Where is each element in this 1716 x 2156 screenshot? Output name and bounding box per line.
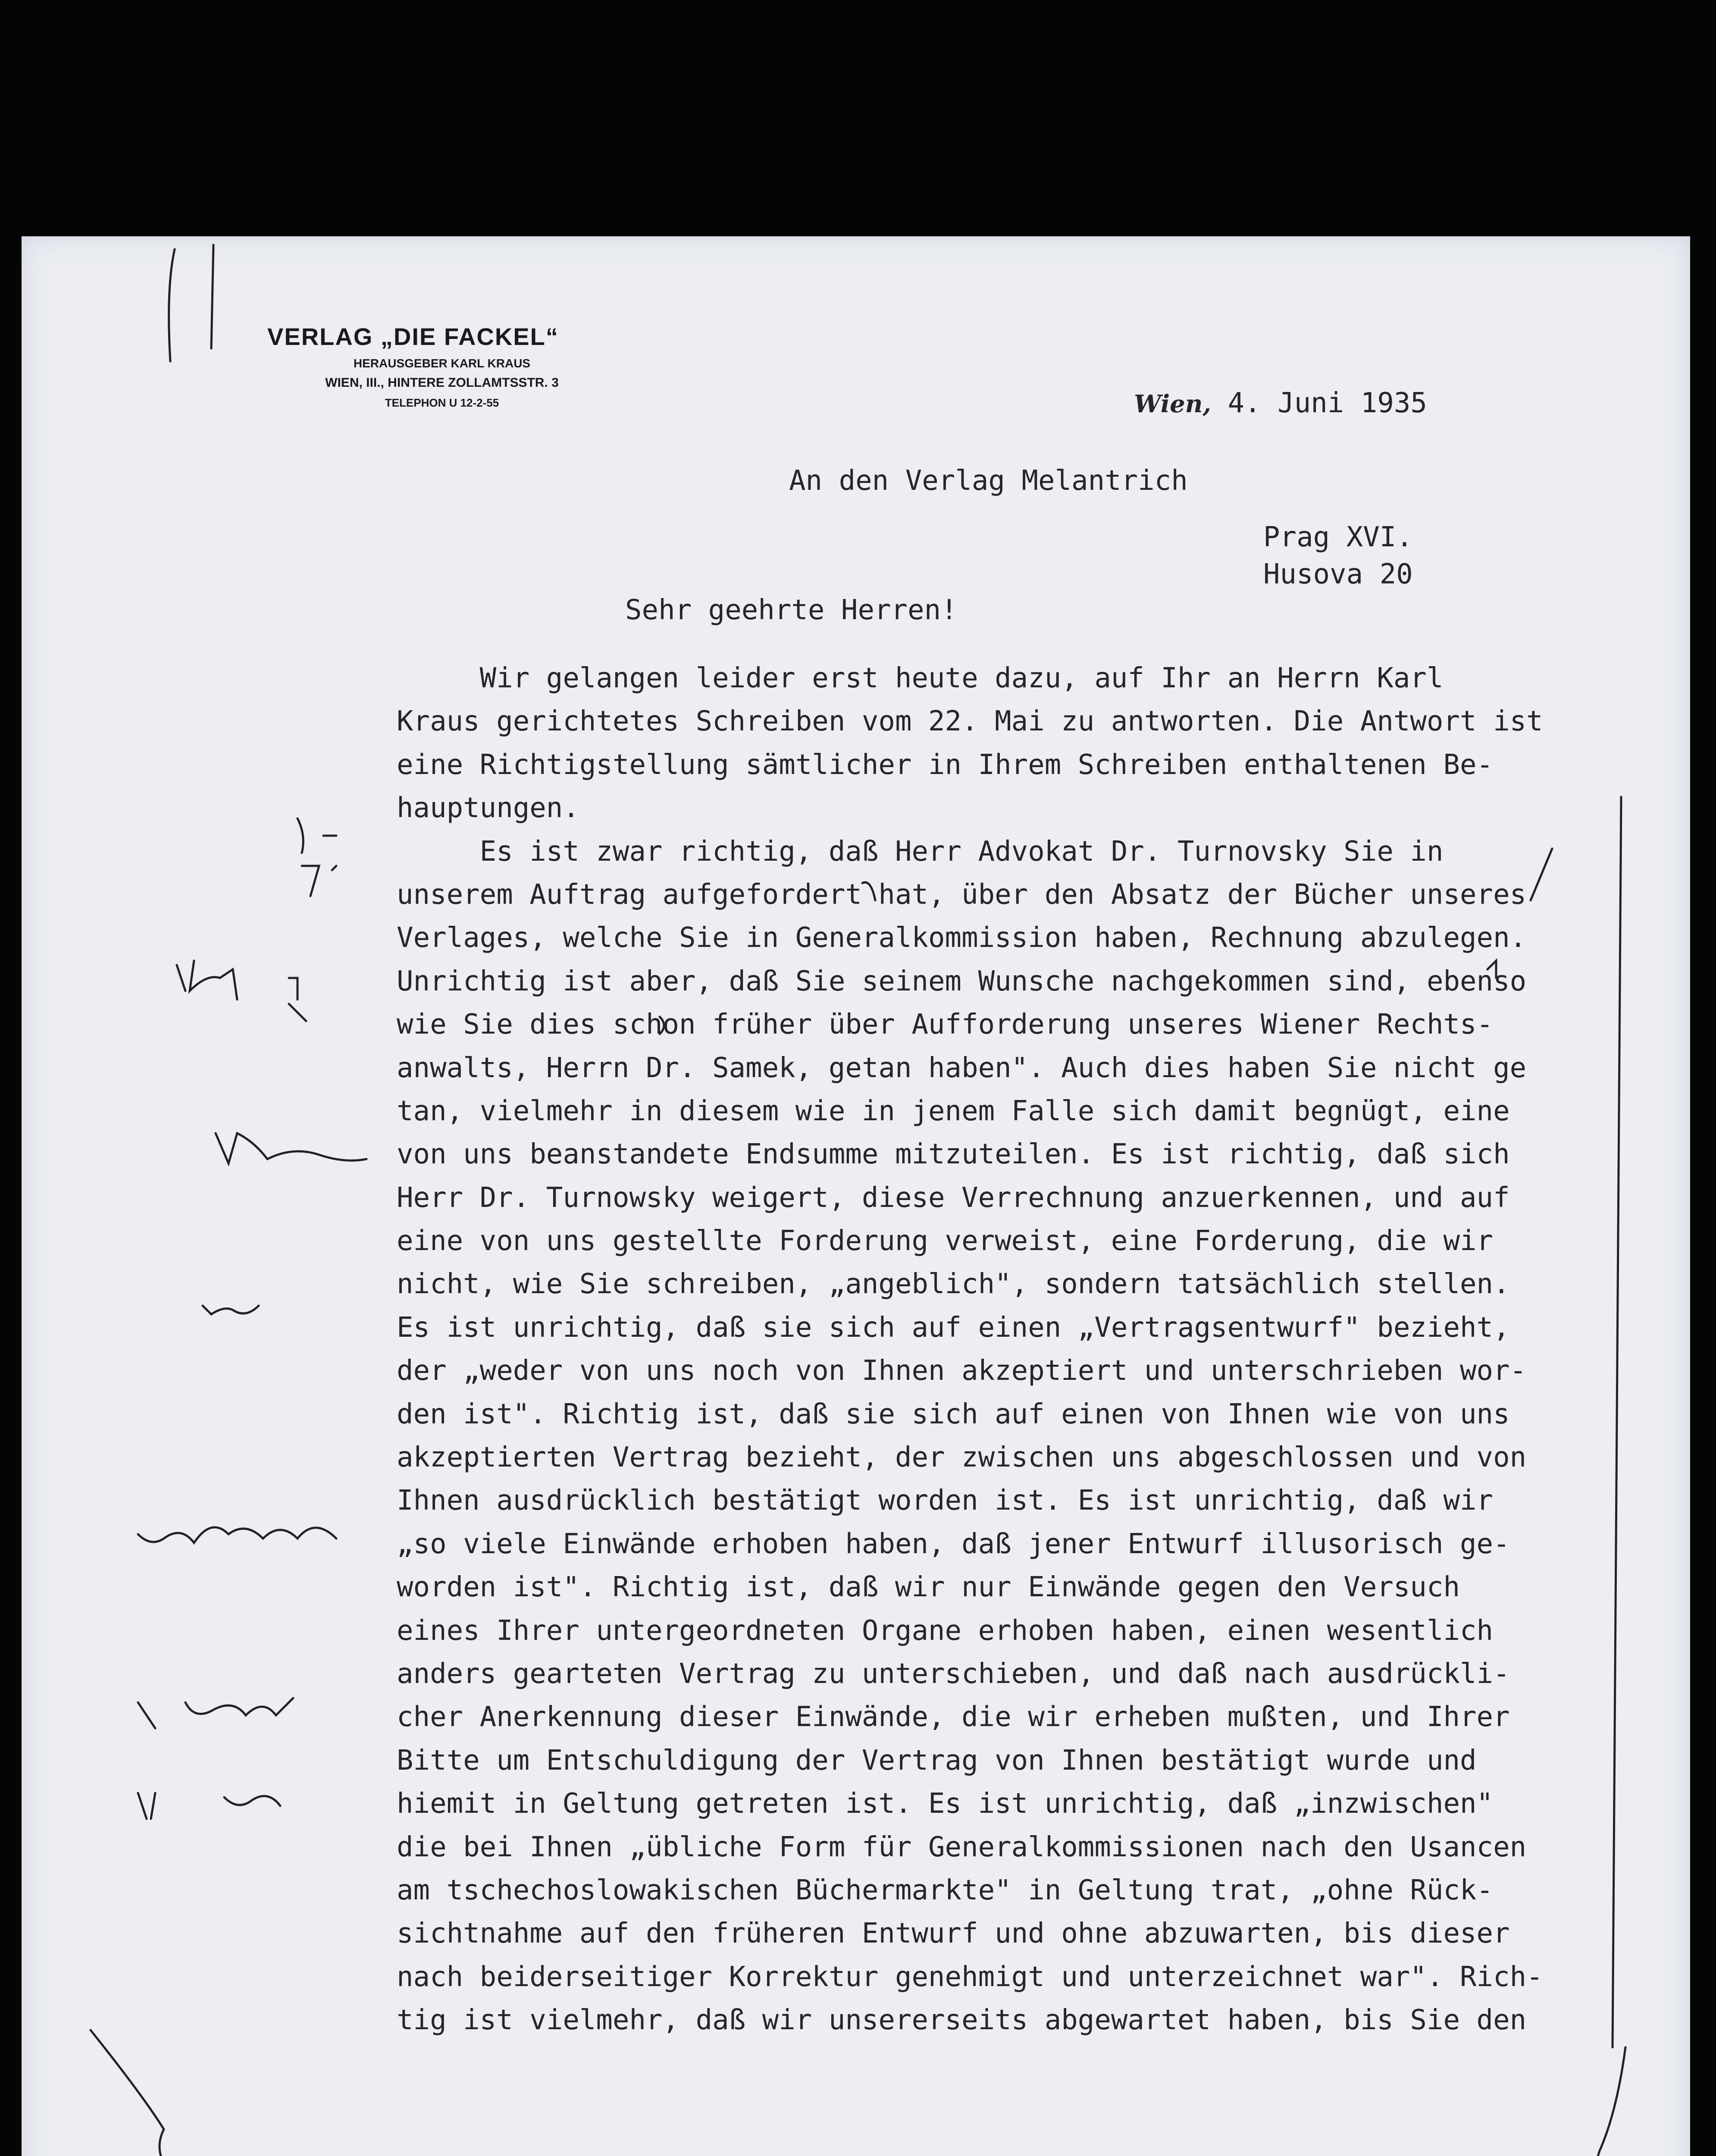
letter-date xyxy=(1134,387,1427,419)
body-line: Verlages, welche Sie in Generalkommission haben, Rechnung abzulegen. xyxy=(397,922,1527,954)
body-line: Kraus gerichtetes Schreiben vom 22. Mai zu antworten. Die Antwort ist xyxy=(397,705,1543,738)
body-line: anwalts, Herrn Dr. Samek, getan haben". Auch dies haben Sie nicht ge xyxy=(397,1052,1527,1084)
body-line: tan, vielmehr in diesem wie in jenem Falle sich damit begnügt, eine xyxy=(397,1095,1510,1127)
margin-note-6 xyxy=(203,1306,259,1314)
body-line: von uns beanstandete Endsumme mitzuteilen. Es ist richtig, daß sich xyxy=(397,1138,1510,1171)
margin-stroke-top xyxy=(169,249,175,361)
body-line: eine von uns gestellte Forderung verweist, eine Forderung, die wir xyxy=(397,1225,1494,1257)
body-line: cher Anerkennung dieser Einwände, die wir erheben mußten, und Ihrer xyxy=(397,1701,1510,1733)
margin-note-5 xyxy=(216,1133,366,1163)
letterhead xyxy=(241,323,642,410)
body-line: Wir gelangen leider erst heute dazu, auf Ihr an Herrn Karl xyxy=(397,662,1444,694)
body-line: hauptungen. xyxy=(397,792,579,824)
body-line: Es ist unrichtig, daß sie sich auf einen „Vertragsentwurf" bezieht, xyxy=(397,1311,1510,1344)
body-line: sichtnahme auf den früheren Entwurf und ohne abzuwarten, bis dieser xyxy=(397,1918,1510,1950)
letterhead-editor: HERAUSGEBER KARL KRAUS xyxy=(353,357,531,370)
body-line: Herr Dr. Turnowsky weigert, diese Verrechnung anzuerkennen, und auf xyxy=(397,1181,1510,1214)
body-line: wie Sie dies schon früher über Aufforderung unseres Wiener Rechts- xyxy=(397,1009,1494,1041)
body-line: eine Richtigstellung sämtlicher in Ihrem Schreiben enthaltenen Be- xyxy=(397,749,1494,781)
margin-note-2 xyxy=(302,866,336,896)
body-line: „so viele Einwände erhoben haben, daß jener Entwurf illusorisch ge- xyxy=(397,1528,1510,1560)
body-line: Bitte um Entschuldigung der Vertrag von Ihnen bestätigt wurde und xyxy=(397,1744,1477,1777)
body-line: nach beiderseitiger Korrektur genehmigt und unterzeichnet war". Rich- xyxy=(397,1961,1543,1993)
margin-note-8 xyxy=(138,1698,293,1728)
salutation: Sehr geehrte Herren! xyxy=(625,594,958,626)
date-place: Wien, xyxy=(1134,390,1212,418)
body-line: den ist". Richtig ist, daß sie sich auf einen von Ihnen wie von uns xyxy=(397,1398,1510,1430)
right-margin-line-bottom xyxy=(1594,2047,1625,2156)
body-line: am tschechoslowakischen Büchermarkte" in Geltung trat, „ohne Rück- xyxy=(397,1874,1494,1906)
body-line: Unrichtig ist aber, daß Sie seinem Wunsche nachgekommen sind, ebenso xyxy=(397,965,1527,997)
margin-note-3 xyxy=(177,961,237,1000)
margin-stroke-top-2 xyxy=(211,245,213,348)
body-line: akzeptierten Vertrag bezieht, der zwischen uns abgeschlossen und von xyxy=(397,1442,1527,1474)
date-day-month: 4. Juni xyxy=(1228,387,1344,419)
margin-note-7 xyxy=(138,1527,336,1543)
recipient-name: An den Verlag Melantrich xyxy=(789,465,1188,497)
body-line: die bei Ihnen „übliche Form für Generalkommissionen nach den Usancen xyxy=(397,1831,1527,1863)
body-line: hiemit in Geltung getreten ist. Es ist unrichtig, daß „inzwischen" xyxy=(397,1788,1494,1820)
body-line: der „weder von uns noch von Ihnen akzeptiert und unterschrieben wor- xyxy=(397,1355,1527,1387)
letterhead-phone: TELEPHON U 12-2-55 xyxy=(385,396,499,409)
body-line: worden ist". Richtig ist, daß wir nur Einwände gegen den Versuch xyxy=(397,1571,1460,1604)
margin-stroke-bottom xyxy=(91,2030,198,2156)
margin-note-1 xyxy=(297,818,336,853)
body-line: eines Ihrer untergeordneten Organe erhoben haben, einen wesentlich xyxy=(397,1614,1494,1647)
body-line: anders gearteten Vertrag zu unterschieben, und daß nach ausdrückli- xyxy=(397,1658,1510,1690)
date-year: 1935 xyxy=(1360,387,1427,419)
recipient-street: Husova 20 xyxy=(1263,558,1413,590)
body-line: Ihnen ausdrücklich bestätigt worden ist. Es ist unrichtig, daß wir xyxy=(397,1485,1494,1517)
recipient-city: Prag XVI. xyxy=(1263,521,1413,553)
body-line: Es ist zwar richtig, daß Herr Advokat Dr. Turnovsky Sie in xyxy=(397,835,1444,868)
margin-note-4 xyxy=(289,978,306,1021)
margin-note-9 xyxy=(138,1793,280,1819)
recipient-address xyxy=(1263,519,1413,593)
letterhead-publisher: VERLAG „DIE FACKEL“ xyxy=(267,323,559,350)
body-line: unserem Auftrag aufgefordert hat, über den Absatz der Bücher unseres xyxy=(397,878,1527,911)
body-line: tig ist vielmehr, daß wir unsererseits abgewartet haben, bis Sie den xyxy=(397,2004,1527,2037)
letter-body xyxy=(397,657,1543,2042)
body-line: nicht, wie Sie schreiben, „angeblich", sondern tatsächlich stellen. xyxy=(397,1268,1510,1300)
letter-sheet xyxy=(22,236,1690,2156)
right-margin-line xyxy=(1613,797,1621,2047)
letterhead-address: WIEN, III., HINTERE ZOLLAMTSSTR. 3 xyxy=(325,376,559,390)
